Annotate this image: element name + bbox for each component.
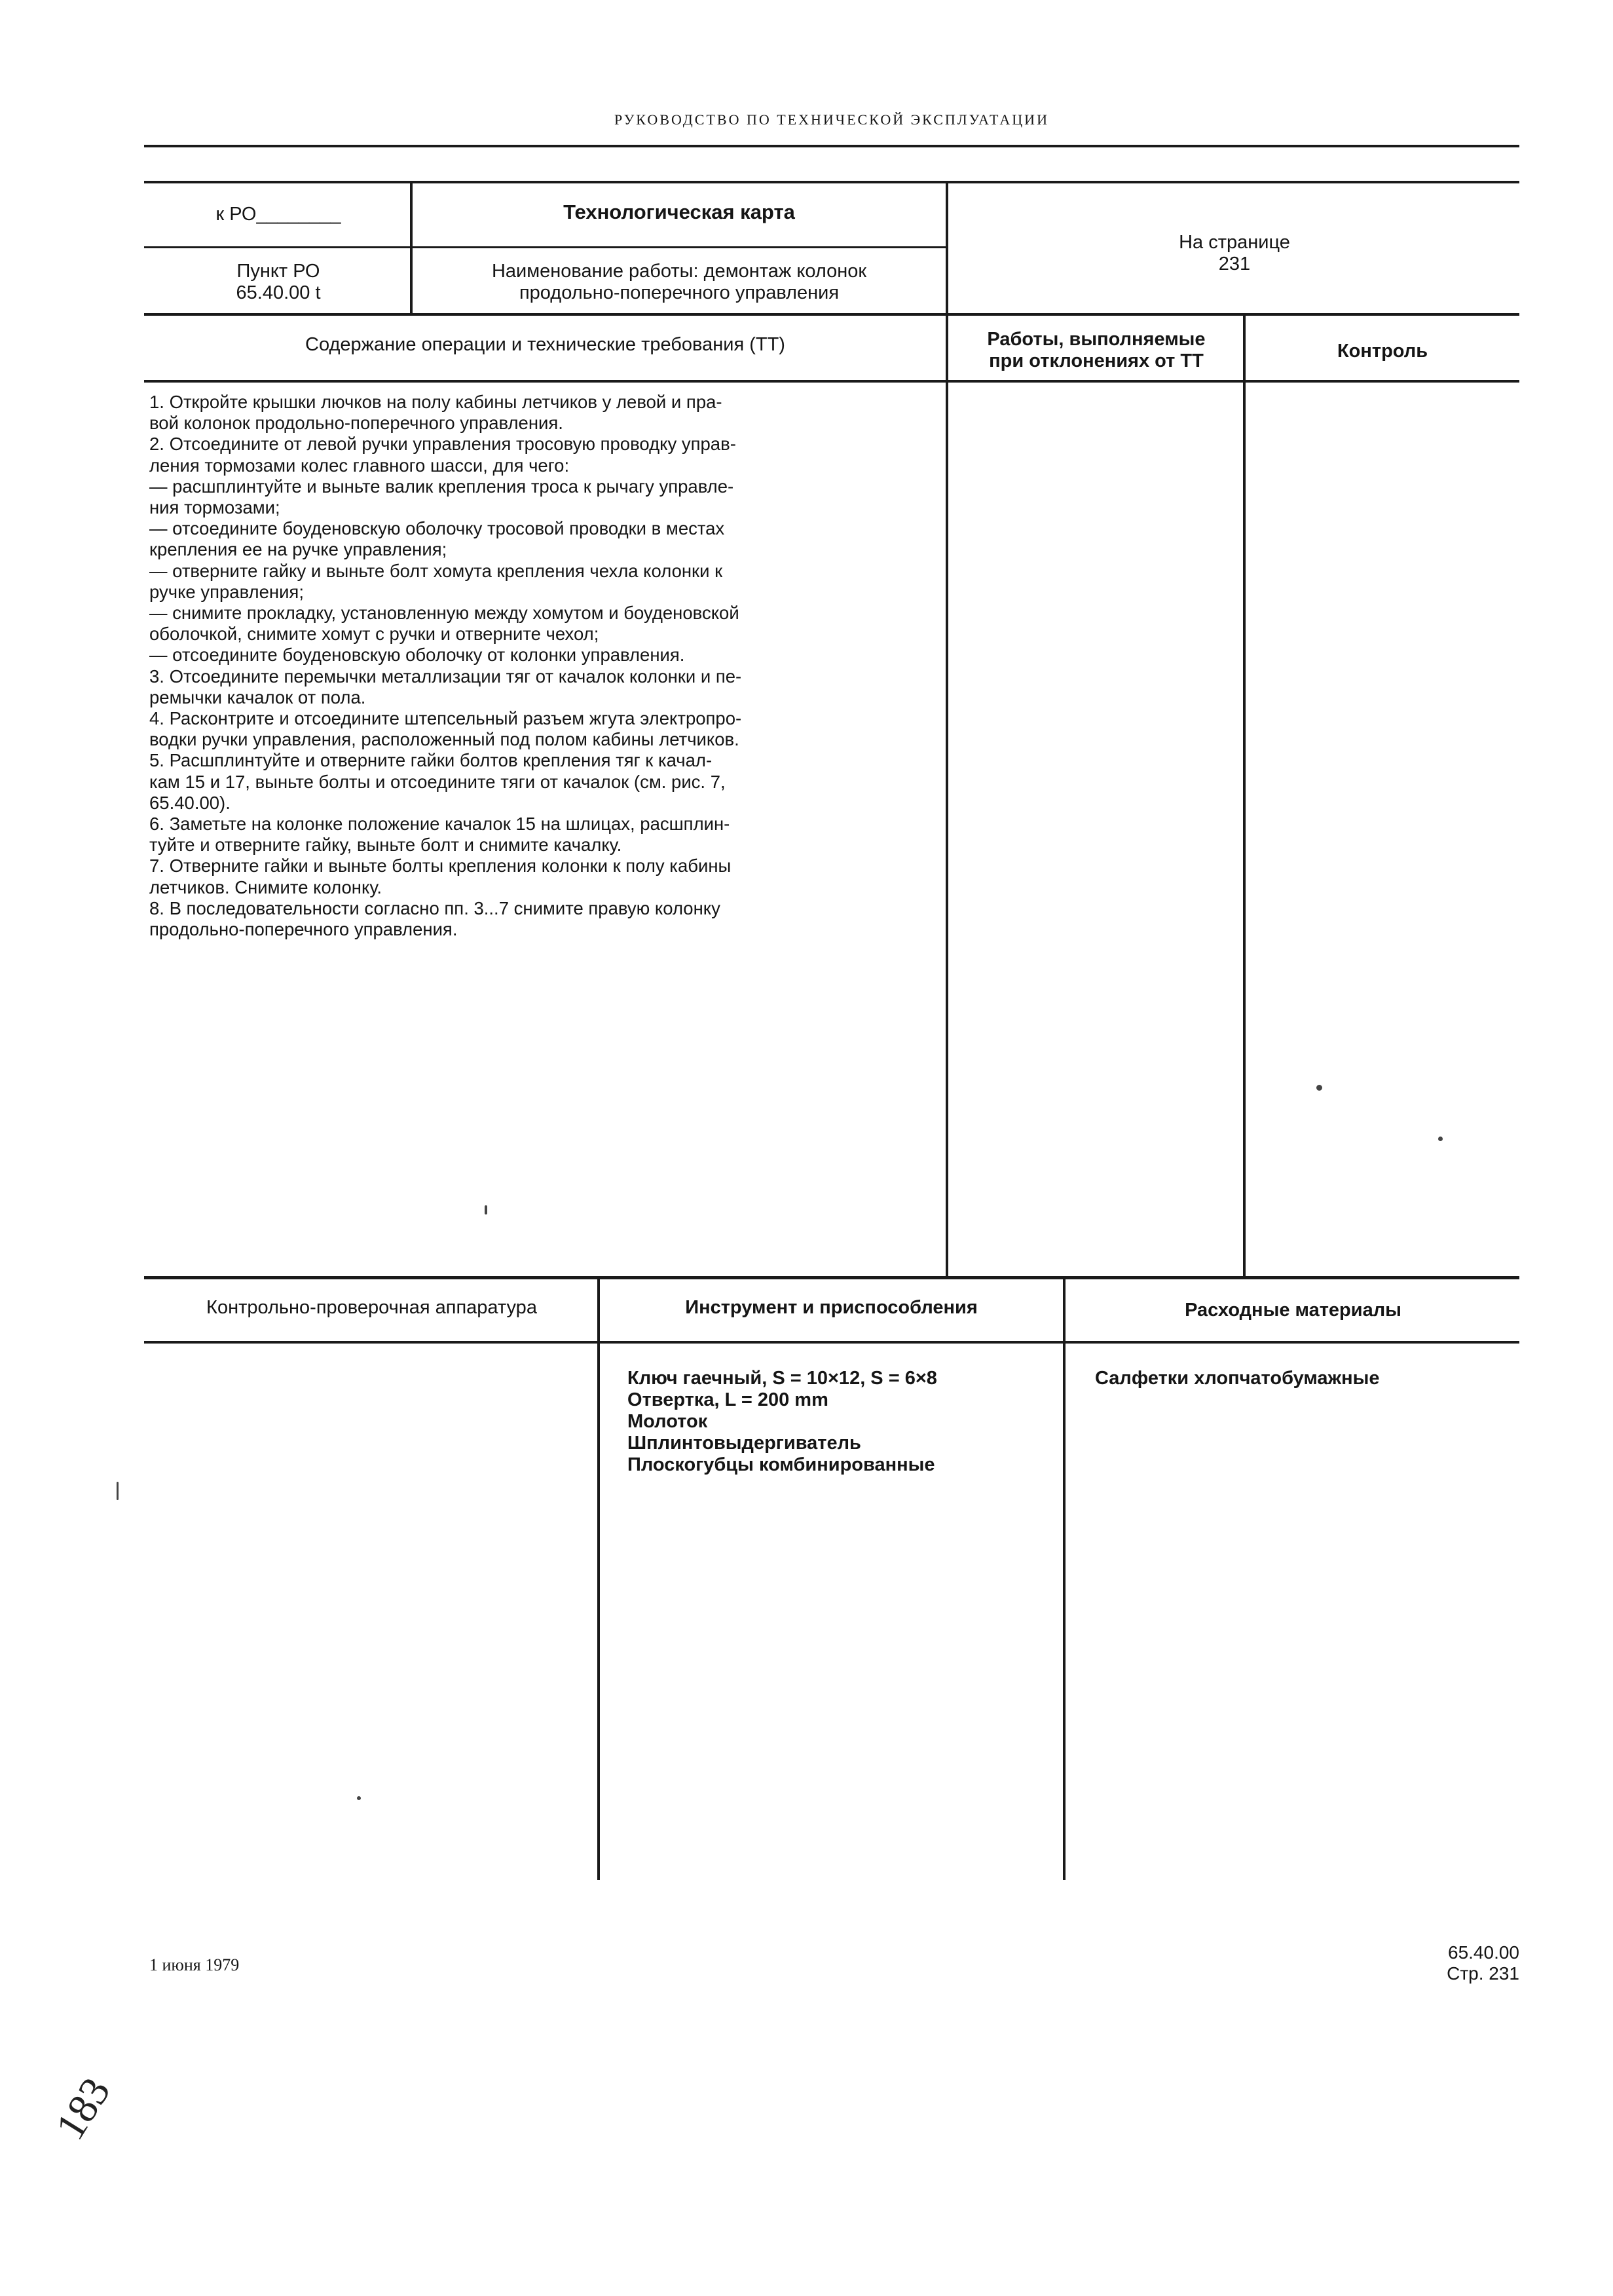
item-number: 65.40.00 t <box>236 282 321 303</box>
card-top-rule <box>144 181 1519 183</box>
bottom-section-top-rule <box>144 1276 1519 1279</box>
tools-column-header: Инструмент и приспособления <box>685 1297 978 1318</box>
tool-item: Отвертка, L = 200 mm <box>627 1389 828 1410</box>
card-mid-rule <box>144 246 947 248</box>
operation-line: 8. В последовательности согласно пп. 3...7 снимите правую колонку <box>149 897 720 918</box>
operation-line: — отсоедините боуденовскую оболочку от колонки управления. <box>149 645 685 666</box>
operation-line: продольно-поперечного управления. <box>149 919 458 940</box>
operation-line: 6. Заметьте на колонке положение качалок 15 на шлицах, расшплин- <box>149 814 730 835</box>
material-item: Салфетки хлопчатобумажные <box>1095 1368 1380 1389</box>
bottom-divider-2 <box>1063 1276 1066 1880</box>
scan-speck <box>1316 1085 1322 1091</box>
header-rule <box>144 145 1519 147</box>
on-page-label: На странице <box>1179 232 1290 253</box>
operation-line: — снимите прокладку, установленную между хомутом и боуденовской <box>149 603 739 624</box>
operation-line: вой колонок продольно-поперечного управления. <box>149 413 563 434</box>
card-title: Технологическая карта <box>563 200 795 223</box>
operation-line: ручке управления; <box>149 581 304 602</box>
control-column-header: Контроль <box>1337 341 1428 362</box>
operation-line: — расшплинтуйте и выньте валик крепления троса к рычагу управле- <box>149 476 734 497</box>
materials-column-header: Расходные материалы <box>1185 1300 1401 1321</box>
scan-speck <box>117 1482 119 1500</box>
operation-line: оболочкой, снимите хомут с ручки и отверните чехол; <box>149 624 599 645</box>
operation-line: 5. Расшплинтуйте и отверните гайки болтов крепления тяг к качал- <box>149 750 713 771</box>
tools-list <box>627 1368 1060 1476</box>
on-page-number: 231 <box>1218 254 1251 274</box>
operation-line: кам 15 и 17, выньте болты и отсоедините тяги от качалок (см. рис. 7, <box>149 771 726 792</box>
column-divider-control <box>1243 313 1246 1277</box>
deviations-header-line2: при отклонениях от ТТ <box>989 350 1204 371</box>
footer-page-ref <box>1388 1942 1519 1984</box>
tool-item: Молоток <box>627 1411 708 1432</box>
operation-line: 2. Отсоедините от левой ручки управления тросовую проводку управ- <box>149 434 736 455</box>
footer-date: 1 июня 1979 <box>149 1955 240 1974</box>
columns-header-rule <box>144 380 1519 383</box>
operations-column-header: Содержание операции и технические требования (ТТ) <box>305 334 785 355</box>
operation-line: 7. Отверните гайки и выньте болты крепления колонки к полу кабины <box>149 856 732 876</box>
operation-line: ния тормозами; <box>149 497 280 518</box>
operations-text <box>149 392 935 940</box>
operation-line: — отверните гайку и выньте болт хомута крепления чехла колонки к <box>149 560 723 581</box>
equipment-column-header: Контрольно-проверочная аппаратура <box>206 1297 537 1318</box>
operation-line: летчиков. Снимите колонку. <box>149 876 382 897</box>
operation-line: туйте и отверните гайку, выньте болт и снимите качалку. <box>149 835 622 856</box>
ref-label: к РО________ <box>215 204 341 225</box>
bottom-divider-1 <box>597 1276 600 1880</box>
operation-line: — отсоедините боуденовскую оболочку тросовой проводки в местах <box>149 518 725 539</box>
footer-page: Стр. 231 <box>1447 1963 1519 1984</box>
operation-line: ремычки качалок от пола. <box>149 687 366 707</box>
footer-section: 65.40.00 <box>1448 1942 1519 1963</box>
operation-line: 65.40.00). <box>149 792 231 813</box>
operation-line: крепления ее на ручке управления; <box>149 539 447 560</box>
operation-line: 4. Расконтрите и отсоедините штепсельный разъем жгута электропро- <box>149 708 742 729</box>
work-name-line2: продольно-поперечного управления <box>519 282 840 303</box>
running-header: РУКОВОДСТВО ПО ТЕХНИЧЕСКОЙ ЭКСПЛУАТАЦИИ <box>614 111 1049 128</box>
operation-line: 1. Откройте крышки лючков на полу кабины летчиков у левой и пра- <box>149 392 722 412</box>
card-divider-2 <box>946 181 948 1277</box>
handwritten-page-number: 183 <box>46 2069 119 2148</box>
tool-item: Шплинтовыдергиватель <box>627 1433 861 1454</box>
tool-item: Ключ гаечный, S = 10×12, S = 6×8 <box>627 1368 937 1389</box>
deviations-header-line1: Работы, выполняемые <box>987 329 1206 350</box>
scan-speck <box>485 1205 487 1214</box>
work-name-line1: Наименование работы: демонтаж колонок <box>491 261 867 282</box>
scan-speck <box>1438 1137 1443 1141</box>
materials-list <box>1095 1368 1514 1389</box>
tool-item: Плоскогубцы комбинированные <box>627 1454 935 1475</box>
card-header-bottom-rule <box>144 313 1519 316</box>
operation-line: водки ручки управления, расположенный под полом кабины летчиков. <box>149 729 739 750</box>
operation-line: ления тормозами колес главного шасси, для чего: <box>149 455 570 476</box>
operation-line: 3. Отсоедините перемычки металлизации тяг от качалок колонки и пе- <box>149 666 742 687</box>
bottom-header-rule <box>144 1341 1519 1344</box>
scan-speck <box>357 1796 361 1800</box>
item-label: Пункт РО <box>236 261 320 282</box>
